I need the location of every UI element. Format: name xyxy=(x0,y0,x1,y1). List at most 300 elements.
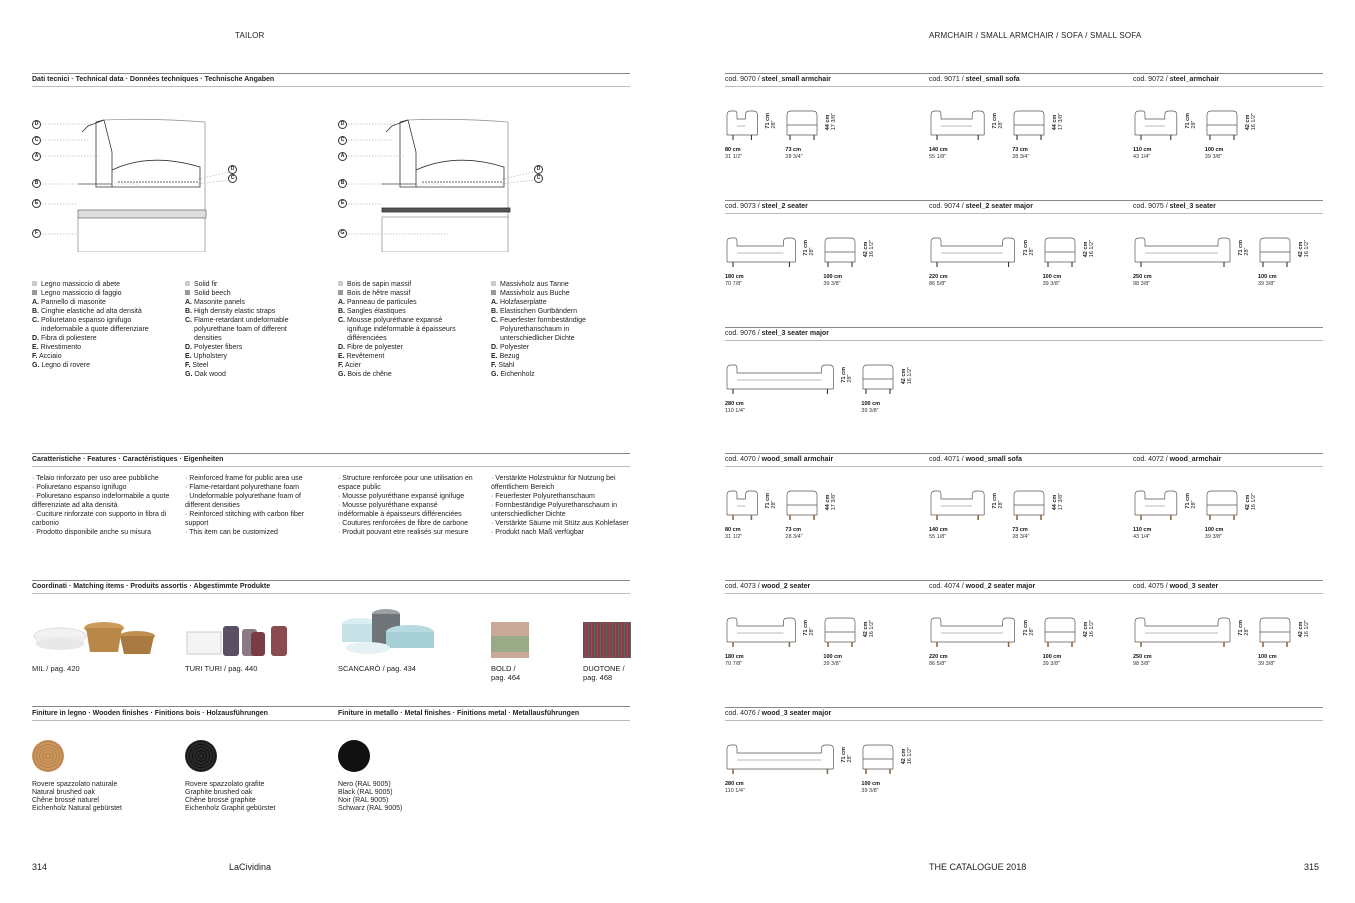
width-dimension xyxy=(929,654,948,667)
width-dimension xyxy=(725,401,745,414)
side-view-drawing xyxy=(1258,236,1292,268)
legend-key: D. xyxy=(32,335,39,342)
legend-text: Stahl xyxy=(498,362,515,369)
legend-item xyxy=(491,307,619,316)
seat-cm: 42 cm xyxy=(901,748,908,765)
seat-in: 16 1/2" xyxy=(869,240,876,258)
seat-cm: 44 cm xyxy=(1052,114,1059,131)
height-cm: 71 cm xyxy=(841,367,848,383)
legend-text: Fibre de polyester xyxy=(346,344,403,351)
product-title[interactable] xyxy=(929,583,1035,591)
seat-dimension xyxy=(863,240,875,257)
legend-material-label: Massivholz aus Buche xyxy=(500,290,570,297)
width-cm: 220 cm xyxy=(929,274,948,280)
feature-item: · Mousse polyuréthane expansé ignifuge xyxy=(338,493,465,500)
seat-in: 16 1/2" xyxy=(907,747,914,765)
depth-cm: 100 cm xyxy=(1042,654,1062,660)
legend-item xyxy=(185,370,313,379)
front-view-drawing xyxy=(725,743,835,775)
seat-in: 17 3/8" xyxy=(1058,493,1065,511)
legend-key: E. xyxy=(185,353,192,360)
height-dimension xyxy=(841,367,853,383)
width-in: 43 1/4" xyxy=(1133,153,1151,160)
legend-key: E. xyxy=(338,353,345,360)
legend-item xyxy=(185,316,313,343)
legend-key: F. xyxy=(338,362,344,369)
seat-cm: 44 cm xyxy=(825,114,832,131)
height-in: 28" xyxy=(809,627,816,636)
material-swatch xyxy=(491,290,496,295)
width-in: 31 1/2" xyxy=(725,153,743,160)
legend-item xyxy=(32,307,160,316)
seat-in: 16 1/2" xyxy=(1250,493,1257,511)
product-name: steel_armchair xyxy=(1169,76,1220,83)
seat-dimension xyxy=(825,113,837,130)
seat-dimension xyxy=(1083,620,1095,637)
legend-item xyxy=(32,334,160,343)
height-in: 28" xyxy=(998,120,1005,129)
legend-key: G. xyxy=(338,371,346,378)
height-in: 28" xyxy=(771,120,778,129)
finish-caption-line: Chêne brossé naturel xyxy=(32,797,99,804)
depth-cm: 100 cm xyxy=(823,654,843,660)
depth-cm: 100 cm xyxy=(1258,654,1277,660)
width-dimension xyxy=(725,654,744,667)
depth-dimension xyxy=(861,401,880,414)
seat-in: 17 3/8" xyxy=(1058,113,1065,131)
legend-key: A. xyxy=(32,299,39,306)
callout-c: C xyxy=(32,136,41,145)
legend-material xyxy=(338,289,478,298)
feature-item: · Feuerfester Polyurethanschaum xyxy=(491,493,595,500)
legend-text: Bezug xyxy=(499,353,520,360)
feature-item: · Telaio rinforzato per uso aree pubbliche xyxy=(32,475,159,482)
finish-caption-line: Graphite brushed oak xyxy=(185,789,253,796)
seat-dimension xyxy=(1052,113,1064,130)
legend-item xyxy=(491,316,619,343)
width-dimension xyxy=(725,527,742,540)
legend-key: A. xyxy=(491,299,498,306)
legend-text: Eichenholz xyxy=(500,371,535,378)
legend-text: Oak wood xyxy=(194,371,226,378)
callout-c: C xyxy=(338,136,347,145)
legend-key: C. xyxy=(32,317,39,324)
product-name: wood_2 seater xyxy=(761,583,811,590)
product-code: cod. 9074 / xyxy=(929,203,964,210)
legend-text: Revêtement xyxy=(346,353,385,360)
depth-in: 39 3/8" xyxy=(1258,660,1276,667)
callout-a: A xyxy=(338,152,347,161)
legend-text: Polyester fibers xyxy=(193,344,243,351)
height-cm: 71 cm xyxy=(841,747,848,763)
width-cm: 140 cm xyxy=(929,147,948,153)
product-code: cod. 4071 / xyxy=(929,456,964,463)
width-in: 70 7/8" xyxy=(725,660,743,667)
width-cm: 110 cm xyxy=(1133,527,1152,533)
width-dimension xyxy=(725,147,742,160)
height-dimension xyxy=(765,493,777,509)
width-in: 55 1/8" xyxy=(929,533,947,540)
legend-key: B. xyxy=(338,308,345,315)
depth-in: 39 3/8" xyxy=(823,660,841,667)
width-in: 110 1/4" xyxy=(725,787,745,794)
seat-in: 16 1/2" xyxy=(1088,620,1095,638)
callout-b: B xyxy=(32,179,41,188)
width-dimension xyxy=(929,527,948,540)
side-view-drawing xyxy=(785,489,819,521)
finish-caption-line: Nero (RAL 9005) xyxy=(338,781,391,788)
depth-dimension xyxy=(823,274,842,287)
callout-d: D xyxy=(228,165,237,174)
depth-cm: 73 cm xyxy=(785,147,801,153)
depth-dimension xyxy=(1205,527,1224,540)
height-dimension xyxy=(1238,240,1250,256)
product-code: cod. 9071 / xyxy=(929,76,964,83)
feature-item: · This item can be customized xyxy=(185,529,278,536)
depth-dimension xyxy=(785,527,802,540)
depth-cm: 100 cm xyxy=(823,274,843,280)
height-cm: 71 cm xyxy=(1184,113,1191,129)
width-in: 86 5/8" xyxy=(929,660,947,667)
product-title[interactable] xyxy=(725,330,829,338)
finish-caption-line: Schwarz (RAL 9005) xyxy=(338,805,403,812)
legend-text: Feuerfester formbeständige Polyurethanschaum in unterschiedlicher Dichte xyxy=(499,317,586,342)
product-name: wood_3 seater major xyxy=(761,710,832,717)
depth-cm: 100 cm xyxy=(861,781,881,787)
front-view-drawing xyxy=(929,616,1017,648)
width-in: 55 1/8" xyxy=(929,153,947,160)
product-title[interactable] xyxy=(929,76,1020,84)
front-view-drawing xyxy=(1133,616,1232,648)
legend-item xyxy=(338,298,466,307)
width-dimension xyxy=(1133,147,1151,160)
legend-text: Upholstery xyxy=(193,353,228,360)
legend-key: D. xyxy=(185,344,192,351)
finish-caption xyxy=(32,781,122,813)
legend-text: Flame-retardant undeformable polyurethane foam of different densities xyxy=(193,317,289,342)
seat-in: 16 1/2" xyxy=(1304,240,1310,258)
side-view-drawing xyxy=(1043,616,1077,648)
wood-finish-swatch[interactable] xyxy=(32,740,64,772)
legend-material xyxy=(491,280,631,289)
product-name: steel_small armchair xyxy=(761,76,831,83)
legend-item xyxy=(32,361,160,370)
side-view-drawing xyxy=(1205,489,1239,521)
legend-key: F. xyxy=(491,362,497,369)
product-title[interactable] xyxy=(1133,456,1221,464)
height-cm: 71 cm xyxy=(1022,620,1029,636)
depth-cm: 73 cm xyxy=(785,527,801,533)
side-view-drawing xyxy=(1258,616,1292,648)
product-code: cod. 4070 / xyxy=(725,456,760,463)
legend-text: Sangles élastiques xyxy=(346,308,406,315)
height-dimension xyxy=(803,620,815,636)
width-in: 110 1/4" xyxy=(725,407,745,414)
side-view-drawing xyxy=(1012,489,1046,521)
legend-item xyxy=(338,343,466,352)
height-cm: 71 cm xyxy=(1022,240,1029,256)
height-in: 28" xyxy=(847,374,854,383)
right-header: ARMCHAIR / SMALL ARMCHAIR / SOFA / SMALL SOFA xyxy=(929,31,1142,40)
product-name: wood_armchair xyxy=(1169,456,1222,463)
feature-item: · Poliuretano espanso ignifugo xyxy=(32,484,127,491)
finish-caption-line: Noir (RAL 9005) xyxy=(338,797,389,804)
side-view-drawing xyxy=(823,616,857,648)
legend-item xyxy=(338,352,466,361)
side-view-drawing xyxy=(785,109,819,141)
front-view-drawing xyxy=(725,616,797,648)
bold-caption[interactable]: BOLD / pag. 464 xyxy=(491,664,521,682)
legend-text: Panneau de particules xyxy=(346,299,417,306)
legend-material xyxy=(32,289,172,298)
legend-text: Rivestimento xyxy=(40,344,82,351)
depth-cm: 100 cm xyxy=(1204,527,1224,533)
product-code: cod. 9075 / xyxy=(1133,203,1168,210)
height-cm: 71 cm xyxy=(803,240,810,256)
height-in: 28" xyxy=(998,500,1005,509)
feature-item: · Poliuretano espanso indeformabile a quote differenziate ad alta densità xyxy=(32,493,170,509)
features-column xyxy=(32,474,172,537)
product-title[interactable] xyxy=(725,710,831,718)
height-cm: 71 cm xyxy=(803,620,810,636)
depth-dimension xyxy=(1258,274,1277,287)
legend-key: E. xyxy=(491,353,498,360)
legend-text: High density elastic straps xyxy=(193,308,276,315)
height-dimension xyxy=(803,240,815,256)
legend-item xyxy=(185,343,313,352)
depth-in: 39 3/8" xyxy=(1204,533,1223,540)
feature-item: · Cuciture rinforzate con supporto in fibra di carbonio xyxy=(32,511,167,527)
side-view-drawing xyxy=(1012,109,1046,141)
legend-key: A. xyxy=(338,299,345,306)
height-in: 28" xyxy=(771,500,778,509)
feature-item: · Formbeständige Polyurethanschaum in unterschiedlicher Dichte xyxy=(491,502,618,518)
height-dimension xyxy=(1185,493,1197,509)
product-title[interactable] xyxy=(725,456,833,464)
legend-column xyxy=(338,280,478,379)
seat-dimension xyxy=(1245,113,1257,130)
side-view-drawing xyxy=(861,363,895,395)
finish-caption-line: Black (RAL 9005) xyxy=(338,789,393,796)
product-code: cod. 4072 / xyxy=(1133,456,1168,463)
height-cm: 71 cm xyxy=(992,493,999,509)
features-column xyxy=(185,474,325,537)
front-view-drawing xyxy=(725,489,759,521)
legend-item xyxy=(491,343,619,352)
legend-material-label: Solid fir xyxy=(194,281,218,288)
legend-material-label: Legno massiccio di faggio xyxy=(41,290,122,297)
front-view-drawing xyxy=(929,236,1017,268)
feature-item: · Coutures renforcées de fibre de carbone xyxy=(338,520,468,527)
feature-item: · Reinforced frame for public area use xyxy=(185,475,303,482)
product-code: cod. 9076 / xyxy=(725,330,760,337)
wood-finishes-title: Finiture in legno · Wooden finishes · Finitions bois · Holzausführungen xyxy=(32,710,268,717)
legend-key: G. xyxy=(32,362,40,369)
height-in: 28" xyxy=(1028,247,1035,256)
callout-d: D xyxy=(534,165,543,174)
legend-text: Elastischen Gurtbändern xyxy=(499,308,577,315)
duotone-rug-image xyxy=(583,622,631,658)
depth-in: 28 3/4" xyxy=(1012,153,1030,160)
finish-caption-line: Natural brushed oak xyxy=(32,789,96,796)
seat-dimension xyxy=(1298,620,1310,637)
height-dimension xyxy=(1023,240,1035,256)
legend-text: Acier xyxy=(345,362,361,369)
height-in: 28" xyxy=(809,247,816,256)
legend-material-label: Solid beech xyxy=(194,290,231,297)
width-cm: 110 cm xyxy=(1133,147,1152,153)
product-code: cod. 4073 / xyxy=(725,583,760,590)
width-dimension xyxy=(1133,654,1152,667)
legend-item xyxy=(338,307,466,316)
scancaro-caption[interactable]: SCANCARÒ / pag. 434 xyxy=(338,664,416,673)
depth-cm: 100 cm xyxy=(861,401,881,407)
width-in: 70 7/8" xyxy=(725,280,743,287)
legend-column xyxy=(491,280,631,379)
section-drawing-left xyxy=(30,112,240,252)
seat-cm: 42 cm xyxy=(1082,241,1089,258)
seat-dimension xyxy=(1083,240,1095,257)
duotone-caption[interactable]: DUOTONE / pag. 468 xyxy=(583,664,625,682)
legend-item xyxy=(32,352,160,361)
metal-finish-swatch[interactable] xyxy=(338,740,370,772)
seat-dimension xyxy=(1298,240,1310,257)
mil-caption[interactable]: MIL / pag. 420 xyxy=(32,664,80,673)
product-title[interactable] xyxy=(1133,583,1218,591)
product-code: cod. 4076 / xyxy=(725,710,760,717)
product-title[interactable] xyxy=(929,456,1022,464)
product-title[interactable] xyxy=(1133,203,1216,211)
seat-in: 16 1/2" xyxy=(1250,113,1257,131)
legend-item xyxy=(338,370,466,379)
legend-text: Steel xyxy=(192,362,209,369)
legend-material-label: Bois de hêtre massif xyxy=(347,290,411,297)
page-number-left: 314 xyxy=(32,862,48,872)
legend-material-label: Legno massiccio di abete xyxy=(41,281,120,288)
wood-finish-swatch[interactable] xyxy=(185,740,217,772)
width-dimension xyxy=(929,274,948,287)
depth-in: 28 3/4" xyxy=(1012,533,1030,540)
depth-dimension xyxy=(823,654,842,667)
side-view-drawing xyxy=(861,743,895,775)
front-view-drawing xyxy=(725,109,759,141)
seat-cm: 42 cm xyxy=(863,241,870,258)
legend-item xyxy=(491,370,619,379)
seat-cm: 42 cm xyxy=(901,368,908,385)
depth-dimension xyxy=(1043,654,1062,667)
legend-material-label: Bois de sapin massif xyxy=(347,281,412,288)
finish-caption-line: Rovere spazzolato grafite xyxy=(185,781,265,788)
product-title[interactable] xyxy=(725,203,808,211)
width-cm: 140 cm xyxy=(929,527,948,533)
width-in: 86 5/8" xyxy=(929,280,947,287)
feature-item: · Mousse polyuréthane expansé indéformable à épaisseurs différenciées xyxy=(338,502,462,518)
product-title[interactable] xyxy=(929,203,1033,211)
callout-a: A xyxy=(32,152,41,161)
side-view-drawing xyxy=(1205,109,1239,141)
legend-item xyxy=(185,307,313,316)
height-dimension xyxy=(1185,113,1197,129)
depth-in: 39 3/8" xyxy=(1042,660,1060,667)
legend-text: Masonite panels xyxy=(193,299,245,306)
bold-rug-image xyxy=(491,622,529,658)
legend-key: B. xyxy=(491,308,498,315)
width-cm: 280 cm xyxy=(725,781,744,787)
legend-item xyxy=(32,298,160,307)
legend-item xyxy=(491,298,619,307)
product-name: steel_small sofa xyxy=(965,76,1020,83)
legend-material xyxy=(185,289,325,298)
legend-key: B. xyxy=(185,308,192,315)
legend-item xyxy=(491,352,619,361)
product-code: cod. 4075 / xyxy=(1133,583,1168,590)
legend-key: G. xyxy=(491,371,499,378)
legend-text: Bois de chêne xyxy=(347,371,392,378)
seat-cm: 42 cm xyxy=(1298,621,1304,638)
callout-d: D xyxy=(338,120,347,129)
front-view-drawing xyxy=(1133,236,1232,268)
features-column xyxy=(338,474,478,537)
legend-item xyxy=(185,352,313,361)
legend-item xyxy=(185,361,313,370)
depth-dimension xyxy=(1258,654,1277,667)
product-title[interactable] xyxy=(725,583,810,591)
product-title[interactable] xyxy=(1133,76,1219,84)
turi-turi-caption[interactable]: TURI TURI / pag. 440 xyxy=(185,664,258,673)
legend-text: Polyester xyxy=(499,344,530,351)
product-title[interactable] xyxy=(725,76,831,84)
depth-dimension xyxy=(861,781,880,794)
catalogue-title: THE CATALOGUE 2018 xyxy=(929,862,1027,872)
legend-column xyxy=(32,280,172,370)
technical-title: Dati tecnici · Technical data · Données techniques · Technische Angaben xyxy=(32,76,275,83)
legend-material-label: Massivholz aus Tanne xyxy=(500,281,569,288)
front-view-drawing xyxy=(929,109,986,141)
height-in: 28" xyxy=(1028,627,1035,636)
depth-in: 39 3/8" xyxy=(1042,280,1060,287)
legend-key: C. xyxy=(185,317,192,324)
page-number-right: 315 xyxy=(1304,862,1320,872)
section-drawing-right xyxy=(336,112,546,252)
callout-b: B xyxy=(338,179,347,188)
seat-in: 16 1/2" xyxy=(1304,620,1310,638)
product-name: steel_2 seater xyxy=(761,203,808,210)
legend-key: C. xyxy=(338,317,345,324)
depth-in: 39 3/8" xyxy=(861,787,879,794)
callout-c: C xyxy=(534,174,543,183)
metal-finishes-title: Finiture in metallo · Metal finishes · Finitions metal · Metallausführungen xyxy=(338,710,580,717)
callout-e: E xyxy=(338,199,347,208)
feature-item: · Produkt nach Maß verfügbar xyxy=(491,529,584,536)
finish-caption xyxy=(185,781,275,813)
legend-item xyxy=(185,298,313,307)
features-column xyxy=(491,474,631,537)
front-view-drawing xyxy=(1133,109,1179,141)
width-cm: 80 cm xyxy=(725,147,741,153)
mil-product-image xyxy=(32,612,157,657)
legend-key: C. xyxy=(491,317,498,324)
seat-in: 16 1/2" xyxy=(907,367,914,385)
width-cm: 250 cm xyxy=(1133,654,1152,660)
legend-key: G. xyxy=(185,371,193,378)
depth-dimension xyxy=(1043,274,1062,287)
front-view-drawing xyxy=(725,363,835,395)
seat-in: 16 1/2" xyxy=(1088,240,1095,258)
height-cm: 71 cm xyxy=(1238,620,1244,636)
left-header: TAILOR xyxy=(235,31,265,40)
feature-item: · Verstärkte Holzstruktur für Nutzung bei öffentlichem Bereich xyxy=(491,475,616,491)
depth-in: 39 3/8" xyxy=(823,280,841,287)
